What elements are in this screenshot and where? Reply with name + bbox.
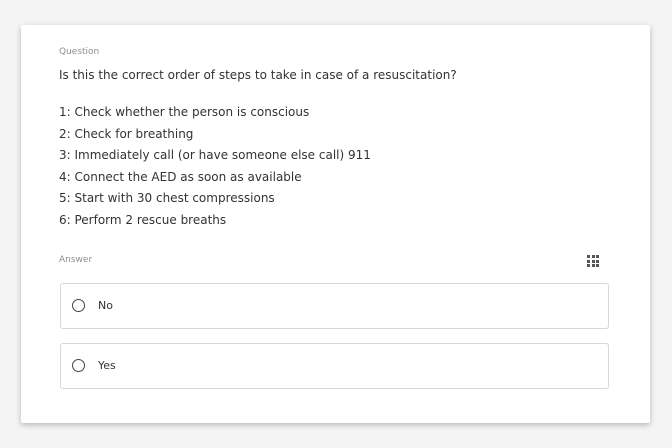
option-no[interactable] <box>60 283 609 329</box>
answer-label: Answer <box>59 255 93 265</box>
step-item: 3: Immediately call (or have someone else call) 911 <box>59 148 371 163</box>
radio-button-yes[interactable] <box>72 359 85 372</box>
step-item: 4: Connect the AED as soon as available <box>59 169 302 184</box>
steps-list <box>59 102 371 232</box>
question-card <box>21 25 650 423</box>
grid-icon[interactable] <box>587 255 600 266</box>
option-yes[interactable] <box>60 343 609 389</box>
question-text: Is this the correct order of steps to take in case of a resuscitation? <box>59 68 457 82</box>
radio-button-no[interactable] <box>72 299 85 312</box>
step-item: 6: Perform 2 rescue breaths <box>59 212 227 227</box>
step-item: 1: Check whether the person is conscious <box>59 105 310 119</box>
step-item: 2: Check for breathing <box>59 126 194 141</box>
option-label-no: No <box>98 299 113 312</box>
option-label-yes: Yes <box>98 359 116 372</box>
question-label: Question <box>59 47 100 57</box>
step-item: 5: Start with 30 chest compressions <box>59 191 275 206</box>
